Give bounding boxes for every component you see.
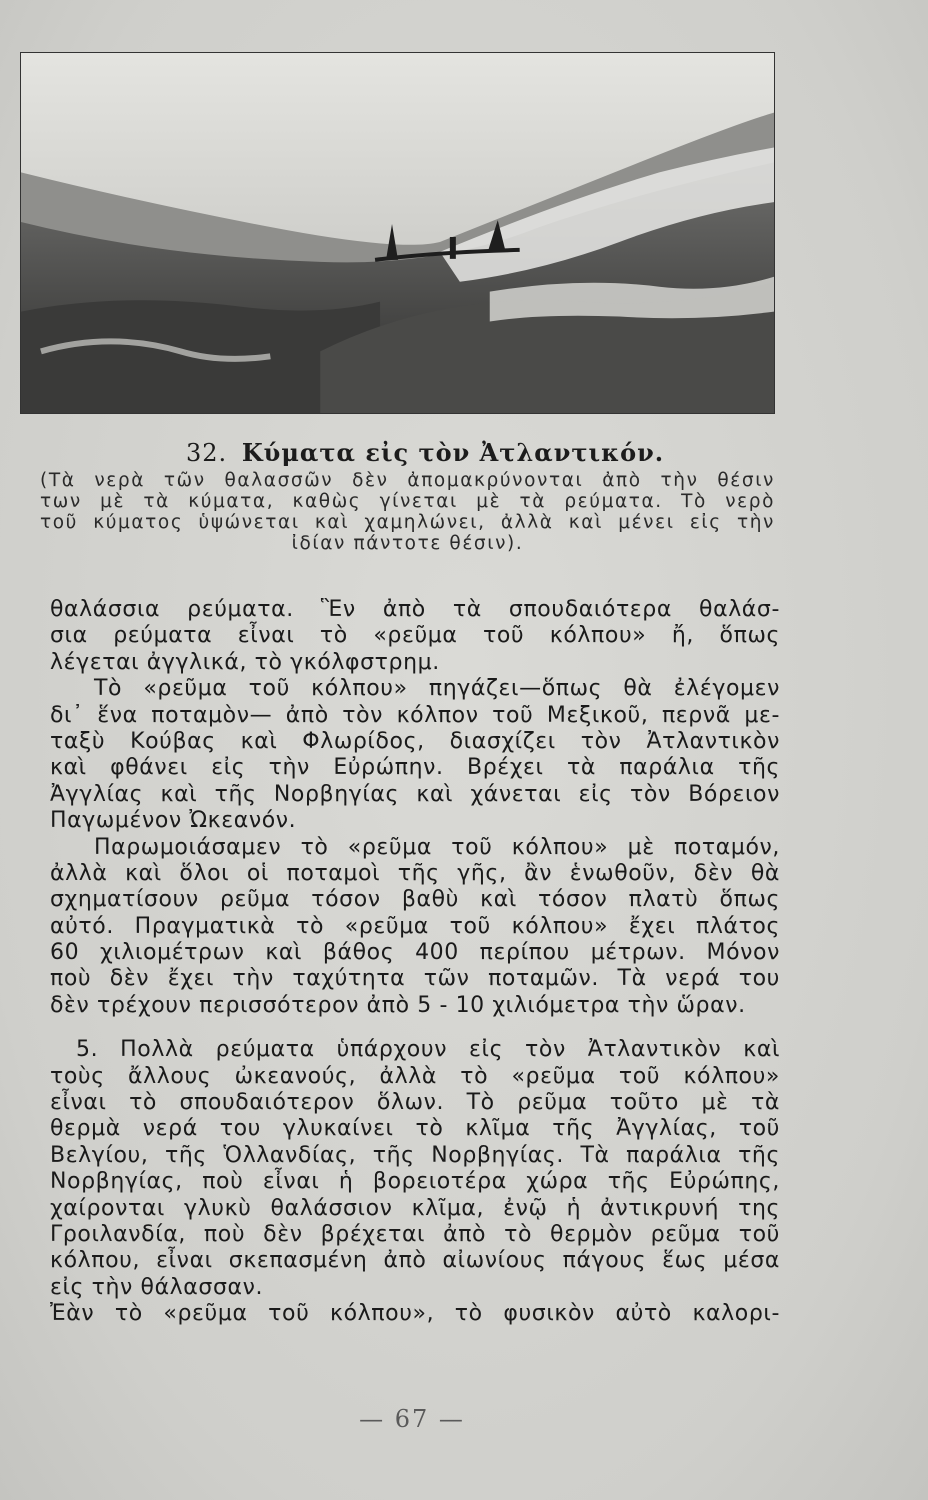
paragraph-2 [50, 676, 780, 834]
text-line: ποὺ δὲν ἔχει τὴν ταχύτητα τῶν ποταμῶν. Τὰ νερά του [50, 966, 780, 992]
text-line: 60 χιλιομέτρων καὶ βάθος 400 περίπου μέτρων. Μόνον [50, 940, 780, 966]
text-line: δι᾽ ἕνα ποταμὸν— ἀπὸ τὸν κόλπον τοῦ Μεξικοῦ, περνᾶ με- [50, 702, 780, 728]
body-text [50, 597, 780, 1328]
text-line: θαλάσσια ρεύματα. Ἓν ἀπὸ τὰ σπουδαιότερα θαλάσ- [50, 597, 780, 622]
text-line: καὶ φθάνει εἰς τὴν Εὐρώπην. Βρέχει τὰ παράλια τῆς [50, 755, 780, 781]
figure-title: Κύματα εἰς τὸν Ἀτλαντικόν. [241, 438, 665, 467]
caption-line: ἰδίαν πάντοτε θέσιν). [291, 533, 524, 554]
text-line: θερμὰ νερά του γλυκαίνει τὸ κλῖμα τῆς Ἀγγλίας, τοῦ [50, 1116, 780, 1142]
text-line: σχηματίσουν ρεῦμα τόσον βαθὺ καὶ τόσον πλατὺ ὅπως [50, 887, 780, 913]
atlantic-waves-photo [20, 52, 775, 414]
figure-number: 32. [186, 439, 228, 467]
caption-line: των μὲ τὰ κύματα, καθὼς γίνεται μὲ τὰ ρεύματα. Τὸ νερὸ [40, 491, 775, 512]
text-line: Τὸ «ρεῦμα τοῦ κόλπου» πηγάζει—ὅπως θὰ ἐλέγομεν [94, 676, 780, 702]
figure-caption-title [186, 438, 746, 467]
text-line: Ἀγγλίας καὶ τῆς Νορβηγίας καὶ χάνεται εἰς τὸν Βόρειον [50, 781, 780, 807]
figure-caption-text [40, 470, 775, 554]
caption-line: (Τὰ νερὰ τῶν θαλασσῶν δὲν ἀπομακρύνονται ἀπὸ τὴν θέσιν [40, 470, 775, 491]
text-line: εἶναι τὸ σπουδαιότερον ὅλων. Τὸ ρεῦμα τοῦτο μὲ τὰ [50, 1090, 780, 1116]
text-line: Παρωμοιάσαμεν τὸ «ρεῦμα τοῦ κόλπου» μὲ ποταμόν, [94, 834, 780, 860]
text-line: Παγωμένον Ὠκεανόν. [50, 808, 297, 834]
page-number: — 67 — [359, 1405, 465, 1433]
paragraph-4 [50, 1037, 780, 1301]
text-line: σια ρεύματα εἶναι τὸ «ρεῦμα τοῦ κόλπου» ἤ, ὅπως [50, 623, 780, 649]
text-line: δὲν τρέχουν περισσότερον ἀπὸ 5 - 10 χιλιόμετρα τὴν ὥραν. [50, 992, 746, 1018]
text-line: Βελγίου, τῆς Ὁλλανδίας, τῆς Νορβηγίας. Τὰ παράλια τῆς [50, 1142, 780, 1168]
text-line: Νορβηγίας, ποὺ εἶναι ἡ βορειοτέρα χώρα τῆς Εὐρώπης, [50, 1169, 780, 1195]
text-line: κόλπου, εἶναι σκεπασμένη ἀπὸ αἰωνίους πάγους ἕως μέσα [50, 1248, 780, 1274]
paragraph-1 [50, 597, 780, 676]
text-line: λέγεται ἀγγλικά, τὸ γκόλφστρημ. [50, 649, 440, 675]
paragraph-5 [50, 1301, 780, 1327]
caption-line: τοῦ κύματος ὑψώνεται καὶ χαμηλώνει, ἀλλὰ καὶ μένει εἰς τὴν [40, 512, 775, 533]
text-line: ἀλλὰ καὶ ὅλοι οἱ ποταμοὶ τῆς γῆς, ἂν ἑνωθοῦν, δὲν θὰ [50, 860, 780, 886]
text-line: Ἐὰν τὸ «ρεῦμα τοῦ κόλπου», τὸ φυσικὸν αὐτὸ καλορι- [50, 1301, 780, 1327]
section-gap [50, 1019, 780, 1037]
text-line: 5. Πολλὰ ρεύματα ὑπάρχουν εἰς τὸν Ἀτλαντικὸν καὶ [76, 1037, 780, 1063]
text-line: εἰς τὴν θάλασσαν. [50, 1274, 264, 1300]
text-line: τοὺς ἄλλους ὠκεανούς, ἀλλὰ τὸ «ρεῦμα τοῦ κόλπου» [50, 1063, 780, 1089]
text-line: αὐτό. Πραγματικὰ τὸ «ρεῦμα τοῦ κόλπου» ἔχει πλάτος [50, 913, 780, 939]
text-line: Γροιλανδία, ποὺ δὲν βρέχεται ἀπὸ τὸ θερμὸν ρεῦμα τοῦ [50, 1221, 780, 1247]
paragraph-3 [50, 835, 780, 1020]
text-line: χαίρονται γλυκὺ θαλάσσιον κλῖμα, ἐνῷ ἡ ἀντικρυνή της [50, 1195, 780, 1221]
text-line: ταξὺ Κούβας καὶ Φλωρίδος, διασχίζει τὸν Ἀτλαντικὸν [50, 728, 780, 754]
